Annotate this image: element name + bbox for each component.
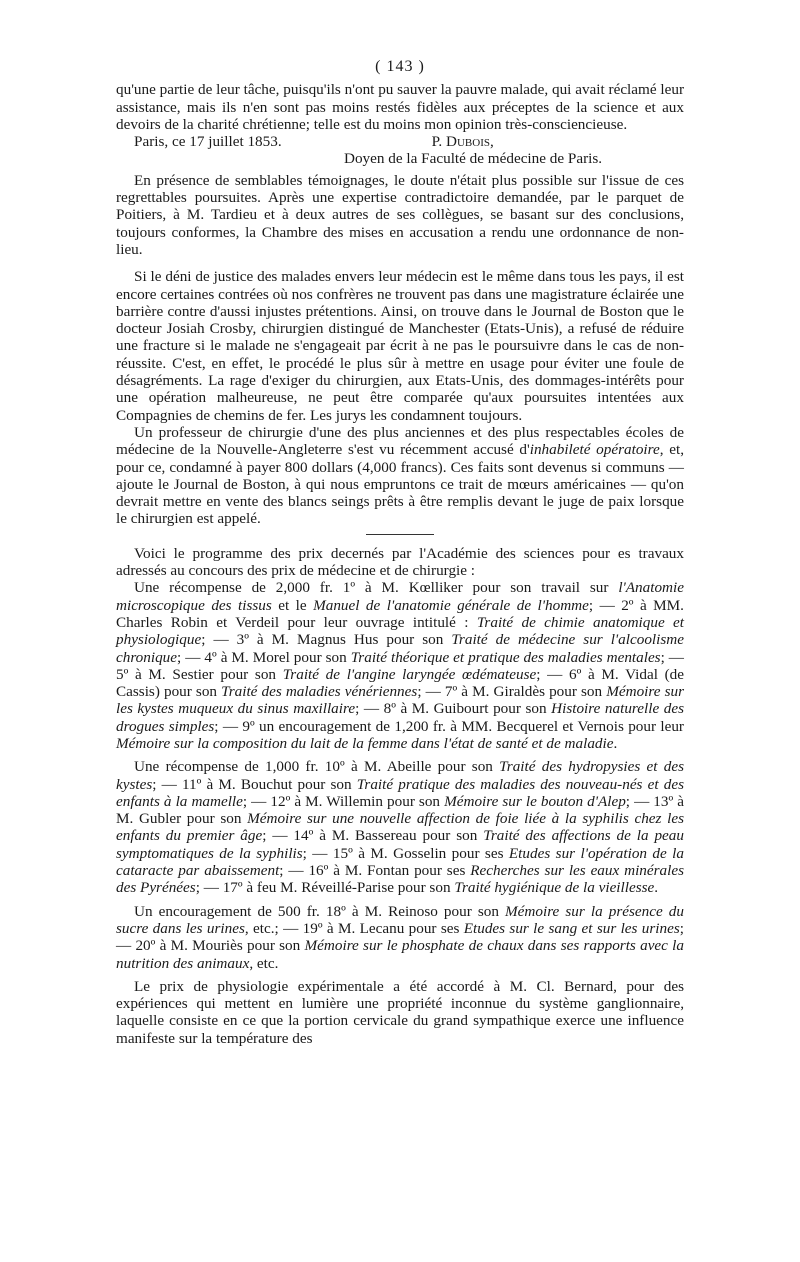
paragraph-letter-end: qu'une partie de leur tâche, puisqu'ils n'ont pu sauver la pauvre malade, qui avait réclamé leur assistance, mais ils n'en sont pas moins restés fidèles aux préceptes de la science et aux devoirs de la charité chrétienne; telle est du moins mon opinion très-consciencieuse. — [116, 81, 684, 133]
text-segment-italic: Recherches sur les eaux minérales des Pyrénées — [116, 862, 685, 897]
text-segment-italic: Histoire naturelle des drogues simples — [116, 700, 685, 735]
signature-name: P. Dubois, — [431, 133, 494, 151]
paragraph-outcome: En présence de semblables témoignages, le doute n'était plus possible sur l'issue de ces regrettables poursuites. Après une expertise contradictoire demandée, par le parquet de Poitiers, à M. Tardieu et à deux autres de ses collègues, se basant sur des conclusions, toujours conformes, la Chambre des mises en accusation a rendu une ordonnance de non-lieu. — [116, 171, 684, 258]
text-segment: ; — 2º à MM. Charles Robin et Verdeil pour leur ouvrage intitulé : — [116, 596, 684, 631]
text-segment: , etc.; — 19º à M. Lecanu pour ses — [244, 919, 464, 937]
text-segment: ; — 8º à M. Guibourt pour son — [355, 700, 552, 718]
text-segment-italic: Traité de l'angine laryngée œdémateuse — [282, 665, 537, 683]
text-segment-italic: Mémoire sur la présence du sucre dans les urines — [116, 902, 684, 937]
text-segment: . — [613, 734, 618, 752]
paragraph-prizes-2000 — [116, 579, 684, 752]
text-segment-italic: Etudes sur le sang et sur les urines — [463, 919, 680, 937]
text-segment-italic: Mémoire sur le phosphate de chaux dans ses rapports avec la nutrition des animaux — [116, 937, 684, 972]
text-segment-italic: Traité des maladies vénériennes — [221, 683, 418, 701]
text-segment: ; — 6º à M. Vidal (de Cassis) pour son — [116, 665, 684, 701]
paragraph-prizes-1000 — [116, 758, 684, 896]
text-segment-italic: Mémoire sur les kystes muqueux du sinus maxillaire — [116, 683, 684, 718]
text-segment: ; — 17º à feu M. Réveillé-Parise pour son — [195, 879, 455, 897]
text-segment-italic: Traité hygiénique de la vieillesse — [454, 879, 655, 897]
text-segment-italic: Traité pratique des maladies des nouveau-nés et des enfants à la mamelle — [116, 775, 685, 810]
text-segment: et le — [271, 596, 314, 614]
text-segment-italic: inhabileté opératoire — [529, 441, 660, 459]
signature-title: Doyen de la Faculté de médecine de Paris. — [344, 150, 603, 168]
text-segment-italic: Mémoire sur une nouvelle affection de foie liée à la syphilis chez les enfants du premier âge — [116, 810, 684, 845]
section-divider — [366, 534, 434, 535]
text-segment: ; — 4º à M. Morel pour son — [177, 648, 351, 666]
signature-place-date: Paris, ce 17 juillet 1853. — [134, 133, 282, 151]
text-segment: ; — 12º à M. Willemin pour son — [242, 792, 445, 810]
text-segment-italic: l'Anatomie microscopique des tissus — [116, 579, 684, 614]
paragraph-prizes-500 — [116, 903, 684, 972]
text-segment-italic: Traité des affections de la peau symptomatiques de la syphilis — [116, 827, 684, 862]
page-number: ( 143 ) — [375, 58, 425, 75]
text-segment: Un encouragement de 500 fr. 18º à M. Reinoso pour son — [134, 902, 506, 920]
text-segment: , etc. — [249, 954, 279, 972]
document-page — [116, 58, 684, 1047]
text-segment-italic: Traité des hydropysies et des kystes — [116, 758, 684, 793]
text-segment-italic: Manuel de l'anatomie générale de l'homme — [313, 596, 589, 614]
text-segment-italic: Etudes sur l'opération de la cataracte par abaissement — [116, 844, 684, 880]
text-segment: ; — 9º un encouragement de 1,200 fr. à MM. Becquerel et Vernois pour leur — [214, 717, 684, 735]
text-segment: Une récompense de 2,000 fr. 1º à M. Kœlliker pour son travail sur — [134, 579, 619, 597]
text-segment: ; — 11º à M. Bouchut pour son — [152, 775, 357, 793]
text-segment-italic: Mémoire sur le bouton d'Alep — [444, 792, 626, 810]
text-segment: ; — 3º à M. Magnus Hus pour son — [201, 631, 452, 649]
text-segment-italic: Traité de chimie anatomique et physiologique — [116, 613, 685, 649]
text-segment: ; — 14º à M. Bassereau pour son — [262, 827, 484, 845]
text-segment: Une récompense de 1,000 fr. 10º à M. Abeille pour son — [134, 758, 500, 776]
paragraph-us-cases: Si le déni de justice des malades envers leur médecin est le même dans tous les pays, il est encore certaines contrées où nos confrères ne trouvent pas dans une magistrature éclairée une barrière contre d'aussi injustes prétentions. Ainsi, on trouve dans le Journal de Boston que le docteur Josiah Crosby, chirurgien distingué de Manchester (Etats-Unis), a refusé de réduire une fracture si le malade ne s'engageait par écrit à ne pas le poursuivre dans le cas de non-réussite. C'est, en effet, le procédé le plus sûr à mettre en usage pour éviter une foule de désagréments. La rage d'exiger du chirurgien, aux Etats-Unis, des dommages-intérêts pour une opération malheureuse, ne peut être comparée qu'aux poursuites intentées aux Compagnies de chemins de fer. Les jurys les condamnent toujours. — [116, 268, 684, 424]
text-segment: ; — 7º à M. Giraldès pour son — [417, 683, 607, 701]
signature-line — [116, 133, 684, 150]
text-segment: ; — 20º à M. Mouriès pour son — [116, 919, 684, 955]
text-segment: ; — 13º à M. Gubler pour son — [116, 792, 685, 828]
text-segment: , et, pour ce, condamné à payer 800 dollars (4,000 francs). Ces faits sont devenus si communs — ajoute le Journal de Boston, à qui nous empruntons ce trait de mœurs américaines — qu'on devrait mettre en vente des blancs seings prêts à être remplis devant le juge de paix lorsque le chirurgien est appelé. — [116, 441, 684, 528]
text-segment: Un professeur de chirurgie d'une des plus anciennes et des plus respectables écoles de médecine de la Nouvelle-Angleterre s'est vu récemment accusé d' — [116, 423, 684, 459]
text-segment: ; — 15º à M. Gosselin pour ses — [302, 844, 509, 862]
text-segment: ; — 16º à M. Fontan pour ses — [279, 862, 471, 880]
text-segment-italic: Traité théorique et pratique des maladies mentales — [350, 648, 661, 666]
paragraph-prize-intro: Voici le programme des prix decernés par l'Académie des sciences pour es travaux adressés au concours des prix de médecine et de chirurgie : — [116, 544, 684, 580]
text-segment: . — [654, 879, 659, 897]
paragraph-physiology-prize: Le prix de physiologie expérimentale a été accordé à M. Cl. Bernard, pour des expériences qui mettent en lumière une propriété inconnue du système ganglionnaire, laquelle consiste en ce que la portion cervicale du grand sympathique exerce une influence manifeste sur la température des — [116, 977, 684, 1047]
text-segment: ; — 5º à M. Sestier pour son — [116, 648, 684, 683]
text-segment-italic: Mémoire sur la composition du lait de la femme dans l'état de santé et de maladie — [116, 734, 614, 752]
text-segment-italic: Traité de médecine sur l'alcoolisme chronique — [116, 631, 684, 666]
paragraph-new-england — [116, 424, 684, 528]
